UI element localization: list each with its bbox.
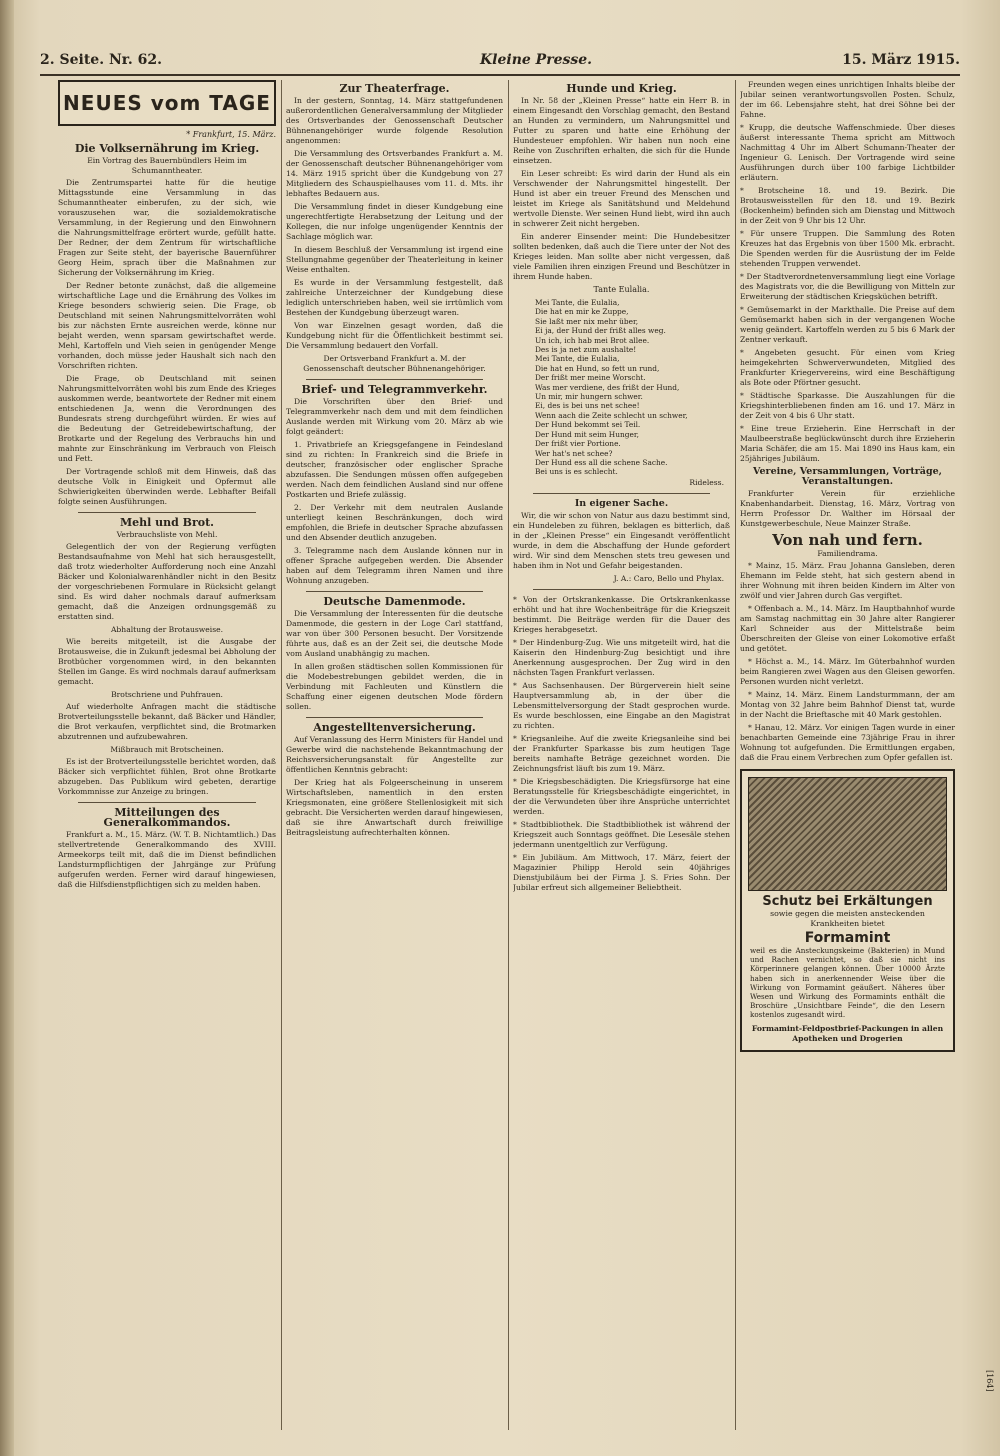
news-item: * Der Stadtverordnetenversammlung liegt eine Vorlage des Magistrats vor, die die Bewilligung von Mitteln zur Erweiterung der städtischen Kriegsküchen betrifft. [740, 272, 955, 301]
article-paragraph: Frankfurter Verein für erziehliche Knabenhandarbeit. Dienstag, 16. März, Vortrag von Herrn Professor Dr. Walther im Hörsaal der Kunstgewerbeschule, Neue Mainzer Straße. [740, 489, 955, 528]
section-logo: NEUES vom TAGE [58, 80, 276, 126]
issue-date: 15. März 1915. [842, 52, 960, 68]
article-heading: Die Volksernährung im Krieg. [74, 142, 260, 155]
article-paragraph: * Mainz, 14. März. Einem Landsturmmann, der am Montag von 32 Jahre beim Bahnhof Dienst tat, wurde in der Nacht die Brieftasche mit 40 Mark gestohlen. [740, 690, 955, 719]
article-heading: Mitteilungen des Generalkommandos. [103, 806, 231, 829]
article-paragraph: Ein anderer Einsender meint: Die Hundebesitzer sollten bedenken, daß auch die Tiere unter der Not des Krieges leiden. Man sollte aber nicht vergessen, daß viele Familien ihren einzigen Freund und Beschützer in ihrem Hunde haben. [513, 232, 730, 281]
header-rule [40, 74, 960, 76]
article-heading: Brief- und Telegrammverkehr. [301, 383, 488, 396]
article-paragraph: Es ist der Brotverteilungsstelle berichtet worden, daß Bäcker sich verpflichtet fühlen, Brot ohne Brotkarte abzugeben. Das Publikum wird gebeten, derartige Vorkommnisse zur Anzeige zu bringen. [58, 757, 276, 796]
article-paragraph: In der gestern, Sonntag, 14. März stattgefundenen außerordentlichen Generalversammlung der Mitglieder des Ortsverbandes der Genossenschaft Deutscher Bühnenangehöriger wurde folgende Resolution angenommen: [286, 96, 503, 145]
advertisement-illustration [748, 777, 947, 891]
article-paragraph: In diesem Beschluß der Versammlung ist irgend eine Stellungnahme gegenüber der Theaterleitung in keiner Weise enthalten. [286, 245, 503, 274]
article-paragraph: Die Frage, ob Deutschland mit seinen Nahrungsmittelvorräten wohl bis zum Ende des Krieges auskommen werde, beantwortete der Redner mit einem entschiedenen Ja, wenn die Verordnungen des Bundesrats streng durchgeführt würden. Er wies auf die Bedeutung der Getreidebewirtschaftung, der Brotkarte und der Regelung des Verbrauchs hin und mahnte zur Einschränkung im Verbrauch von Fleisch und Fett. [58, 374, 276, 463]
article-paragraph: * Höchst a. M., 14. März. Im Güterbahnhof wurden beim Rangieren zwei Wagen aus den Gleisen geworfen. Personen wurden nicht verletzt. [740, 657, 955, 686]
article-subheading: Ein Vortrag des Bauernbündlers Heim im Schumanntheater. [87, 156, 247, 175]
article-paragraph: Gelegentlich der von der Regierung verfügten Bestandsaufnahme von Mehl hat sich herausgestellt, daß trotz wiederholter Aufforderung noch eine Anzahl Bäcker und Kolonialwarenhändler nicht in den Besitz der vorgeschriebenen Formulare in Rücksicht gelangt sind. Es wird daher nochmals darauf aufmerksam gemacht, daß die Anzeigen ordnungsgemäß zu erstatten sind. [58, 542, 276, 621]
news-item: * Von der Ortskrankenkasse. Die Ortskrankenkasse erhöht und hat ihre Wochenbeiträge für die Kriegszeit bestimmt. Die Beiträge werden für die Dauer des Krieges herabgesetzt. [513, 594, 730, 634]
article-paragraph: Wir, die wir schon von Natur aus dazu bestimmt sind, ein Hundeleben zu führen, beklagen es bitterlich, daß in der „Kleinen Presse“ ein Eingesandt veröffentlicht wurde, in dem die Abschaffung der Hunde gefordert wird. Wir sind dem Menschen stets treu gewesen und haben ihm in Not und Gefahr beigestanden. [513, 510, 730, 570]
article-heading: Angestelltenversicherung. [313, 721, 476, 734]
page-number: 2. Seite. Nr. 62. [40, 52, 162, 68]
section-heading: Von nah und fern. [772, 531, 923, 549]
article-heading: Vereine, Versammlungen, Vorträge, Veranstaltungen. [753, 466, 942, 487]
news-item: * Krupp, die deutsche Waffenschmiede. Über dieses äußerst interessante Thema spricht am Mittwoch Nachmittag 4 Uhr im Albert Schumann-Theater der Ingenieur G. Lenisch. Der Vortragende wird seine Ausführungen durch über 100 farbige Lichtbilder erläutern. [740, 123, 955, 182]
article-paragraph: Die Versammlung der Interessenten für die deutsche Damenmode, die gestern in der Loge Carl stattfand, war von über 300 Personen besucht. Der Vorsitzende führte aus, daß es an der Zeit sei, die deutsche Mode vom Ausland unabhängig zu machen. [286, 609, 503, 658]
article-paragraph: Der Vortragende schloß mit dem Hinweis, daß das deutsche Volk in Einigkeit und Opfermut alle Schwierigkeiten überwinden werde. Lebhafter Beifall folgte seinen Ausführungen. [58, 467, 276, 506]
article-paragraph: Die Versammlung des Ortsverbandes Frankfurt a. M. der Genossenschaft deutscher Bühnenangehöriger vom 14. März 1915 spricht über die Kundgebung von 27 Mitgliedern des Schauspielhauses vom 11. d. Mts. ihr lebhaftes Bedauern aus. [286, 149, 503, 198]
article-subheading: Brotschriene und Puhfrauen. [111, 690, 223, 699]
article-paragraph: Wie bereits mitgeteilt, ist die Ausgabe der Brotausweise, die in Zukunft jedesmal bei Abholung der Brotbücher vorgenommen wird, in den bekannten Stellen im Gange. Es wird nochmals darauf aufmerksam gemacht. [58, 637, 276, 686]
article-heading: Deutsche Damenmode. [323, 595, 466, 608]
article-subheading: Mißbrauch mit Brotscheinen. [110, 745, 224, 754]
article-paragraph: 2. Der Verkehr mit dem neutralen Auslande unterliegt keinen Beschränkungen, doch wird empfohlen, die Briefe in deutscher Sprache abzufassen und den Absender deutlich anzugeben. [286, 503, 503, 542]
news-item: * Gemüsemarkt in der Markthalle. Die Preise auf dem Gemüsemarkt haben sich in der vergangenen Woche wenig geändert. Kartoffeln werden zu 5 bis 6 Mark der Zentner verkauft. [740, 305, 955, 344]
binding-edge [0, 0, 14, 1456]
news-item: * Eine treue Erzieherin. Eine Herrschaft in der Maulbeerstraße beglückwünscht durch ihre Erzieherin Maria Schäfer, die am 15. Mai 1890 ins Haus kam, ein 25jähriges Jubiläum. [740, 424, 955, 463]
article-heading: Mehl und Brot. [119, 516, 215, 529]
article-separator [533, 493, 710, 494]
column-divider [735, 80, 736, 1430]
article-separator [78, 802, 256, 803]
poem-text: Mei Tante, die Eulalia, Die hat en mir ke Zuppe, Sie laßt mer nix mehr über, Ei ja, der Hund der frißt alles weg. Un ich, ich hab mei Brot allee. Des is ja net zum aushalte! Mei Tante, die Eulalia, Die hat en Hund, so fett un rund, Der frißt mer meine Worscht. Was mer verdiene, des frißt der Hund, Un mir, mir hungern schwer. Ei, des is bei uns net schee! Wenn aach die Zeite schlecht un schwer, Der Hund bekommt sei Teil. Der Hund mit seim Hunger, Der frißt vier Portione. Wer hat's net schee? Der Hund ess all die schene Sache. Bei uns is es schlecht. [535, 298, 688, 477]
news-item: * Aus Sachsenhausen. Der Bürgerverein hielt seine Hauptversammlung ab, in der über die Lebensmittelversorgung der Stadt gesprochen wurde. Es wurde beschlossen, eine Eingabe an den Magistrat zu richten. [513, 680, 730, 730]
poem-title: Tante Eulalia. [593, 285, 650, 294]
news-item: * Brotscheine 18. und 19. Bezirk. Die Brotausweisstellen für den 18. und 19. Bezirk (Bockenheim) befinden sich am Dienstag und Mittwoch in der Zeit von 9 Uhr bis 12 Uhr. [740, 186, 955, 225]
article-paragraph: * Hanau, 12. März. Vor einigen Tagen wurde in einer benachbarten Gemeinde eine 73jährige Frau in ihrer Wohnung tot aufgefunden. Die Ermittlungen ergaben, daß die Frau einem Verbrechen zum Opfer gefallen ist. [740, 723, 955, 762]
ad-body: weil es die Ansteckungskeime (Bakterien) in Mund und Rachen vernichtet, so daß sie nicht ins Körperinnere gelangen können. Über 10000 Ärzte haben sich in anerkennender Weise über die Wirkung von Formamint geäußert. Näheres über Wesen und Wirkung des Formamints enthält die Broschüre „Unsichtbare Feinde“, die den Lesern kostenlos zugesandt wird. [750, 946, 945, 1020]
ad-subtitle: sowie gegen die meisten ansteckenden Krankheiten bietet [770, 909, 925, 928]
news-item: * Für unsere Truppen. Die Sammlung des Roten Kreuzes hat das Ergebnis von über 1500 Mk. erbracht. Die Spenden werden für die Ausrüstung der im Felde stehenden Truppen verwendet. [740, 229, 955, 268]
column-1 [58, 80, 276, 1430]
article-paragraph: Freunden wegen eines unrichtigen Inhalts bleibe der Jubilar seinen verantwortungsvollen Posten. Schulz, der im 66. Lebensjahre steht, hat drei Söhne bei der Fahne. [740, 80, 955, 119]
dateline: * Frankfurt, 15. März. [186, 130, 276, 139]
article-separator [306, 717, 483, 718]
article-separator [306, 379, 483, 380]
article-paragraph: Die Versammlung findet in dieser Kundgebung eine ungerechtfertigte Herabsetzung der Leitung und der Kollegen, die nur infolge ungenügender Kenntnis der Sachlage möglich war. [286, 202, 503, 241]
article-separator [306, 591, 483, 592]
page-header [40, 52, 960, 72]
article-heading: Hunde und Krieg. [566, 82, 677, 95]
article-paragraph: Die Vorschriften über den Brief- und Telegrammverkehr nach dem und mit dem feindlichen Auslande werden mit Wirkung vom 20. März ab wie folgt geändert: [286, 397, 503, 436]
article-paragraph: Frankfurt a. M., 15. März. (W. T. B. Nichtamtlich.) Das stellvertretende Generalkommando des XVIII. Armeekorps teilt mit, daß die im Dienst befindlichen Landsturmpflichtigen der Jahrgänge zur Prüfung aufgerufen werden. Ferner wird darauf hingewiesen, daß die Hilfsdienstpflichtigen sich zu melden haben. [58, 830, 276, 889]
article-heading: In eigener Sache. [574, 497, 669, 509]
news-item: * Städtische Sparkasse. Die Auszahlungen für die Kriegshinterbliebenen finden am 16. und 17. März in der Zeit von 4 bis 6 Uhr statt. [740, 391, 955, 420]
ad-footer: Formamint-Feldpostbrief-Packungen in allen Apotheken und Drogerien [751, 1023, 944, 1043]
news-item: * Die Kriegsbeschädigten. Die Kriegsfürsorge hat eine Beratungsstelle für Kriegsbeschädigte eingerichtet, in der die Verwundeten über ihre Ansprüche unterrichtet werden. [513, 776, 730, 816]
article-paragraph: * Mainz, 15. März. Frau Johanna Gansleben, deren Ehemann im Felde steht, hat sich gestern abend in ihrer Wohnung mit ihren beiden Kindern im Alter von zwölf und vier Jahren durch Gas vergiftet. [740, 561, 955, 600]
column-3 [513, 80, 730, 1430]
column-2 [286, 80, 503, 1430]
article-subheading: Verbrauchsliste von Mehl. [116, 530, 218, 539]
article-paragraph: Ein Leser schreibt: Es wird darin der Hund als ein Verschwender der Nahrungsmittel hingestellt. Der Hund ist aber ein treuer Freund des Menschen und leistet im Kriege als Sanitätshund und Meldehund wertvolle Dienste. Wer seinen Hund liebt, wird ihn auch in schwerer Zeit nicht hergeben. [513, 169, 730, 228]
article-paragraph: Auf Veranlassung des Herrn Ministers für Handel und Gewerbe wird die nachstehende Bekanntmachung der Reichsversicherungsanstalt für Angestellte zur öffentlichen Kenntnis gebracht: [286, 735, 503, 774]
article-paragraph: * Offenbach a. M., 14. März. Im Hauptbahnhof wurde am Samstag nachmittag ein 30 Jahre alter Rangierer Karl Schneider aus der Mittelstraße beim Überschreiten der Gleise von einer Lokomotive erfaßt und getötet. [740, 604, 955, 653]
article-paragraph: Es wurde in der Versammlung festgestellt, daß zahlreiche Unterzeichner der Kundgebung diese lediglich unterschrieben haben, weil sie irrtümlich vom Bestehen der Kundgebung überzeugt waren. [286, 278, 503, 317]
article-paragraph: Von war Einzelnen gesagt worden, daß die Kundgebung nicht für die Öffentlichkeit bestimmt sei. Die Versammlung bedauert den Vorfall. [286, 321, 503, 350]
article-signature: J. A.: Caro, Bello und Phylax. [613, 573, 724, 583]
article-paragraph: Die Zentrumspartei hatte für die heutige Mittagsstunde eine Versammlung in das Schumanntheater einberufen, zu der sich, wie vorauszusehen war, die sozialdemokratische Versammlung, in der Regierung und den Einwohnern die Nahrungsmittelfrage erörtert wurde, gefüllt hatte. Der Redner, der dem Zentrum für wirtschaftliche Fragen zur Seite steht, der bayerische Bauernführer Georg Heim, sprach über die Maßnahmen zur Sicherung der Volksernährung im Krieg. [58, 178, 276, 277]
news-item: * Ein Jubiläum. Am Mittwoch, 17. März, feiert der Magazinier Philipp Herold sein 40jähriges Dienstjubiläum bei der Firma J. S. Fries Sohn. Der Jubilar erfreut sich allgemeiner Beliebtheit. [513, 852, 730, 892]
article-paragraph: 1. Privatbriefe an Kriegsgefangene in Feindesland sind zu richten: In Frankreich sind die Briefe in deutscher, französischer oder englischer Sprache abzufassen. Die Sendungen müssen offen aufgegeben werden. Nach dem feindlichen Ausland sind nur offene Postkarten und Briefe zulässig. [286, 440, 503, 499]
article-signature: Der Ortsverband Frankfurt a. M. der Genossenschaft deutscher Bühnenangehöriger. [303, 354, 486, 373]
article-paragraph: Der Krieg hat als Folgeerscheinung in unserem Wirtschaftsleben, namentlich in den ersten Kriegsmonaten, eine größere Stellenlosigkeit mit sich gebracht. Die Versicherten werden darauf hingewiesen, daß sie ihre Anwartschaft durch freiwillige Beitragsleistung aufrechterhalten können. [286, 778, 503, 837]
article-separator [78, 512, 256, 513]
formamint-advertisement [740, 769, 955, 1052]
news-item: * Kriegsanleihe. Auf die zweite Kriegsanleihe sind bei der Frankfurter Sparkasse bis zum heutigen Tage bereits namhafte Beträge gezeichnet worden. Die Zeichnungsfrist läuft bis zum 19. März. [513, 733, 730, 773]
archive-stamp: [164] [985, 1370, 994, 1392]
article-subheading: Familiendrama. [817, 549, 878, 558]
article-signature: Rideless. [689, 477, 724, 487]
article-paragraph: Auf wiederholte Anfragen macht die städtische Brotverteilungsstelle bekannt, daß Bäcker und Händler, die Brot verkaufen, verpflichtet sind, die Brotmarken abzutrennen und aufzubewahren. [58, 702, 276, 741]
article-separator [533, 589, 710, 590]
news-item: * Stadtbibliothek. Die Stadtbibliothek ist während der Kriegszeit auch Sonntags geöffnet. Die Lesesäle stehen jedermann unentgeltlich zur Verfügung. [513, 819, 730, 849]
article-heading: Zur Theaterfrage. [339, 82, 450, 95]
article-subheading: Abhaltung der Brotausweise. [110, 625, 224, 634]
article-paragraph: In Nr. 58 der „Kleinen Presse“ hatte ein Herr B. in einem Eingesandt den Vorschlag gemacht, den Bestand an Hunden zu vermindern, um Nahrungsmittel und Futter zu sparen und hatte eine Erhöhung der Hundesteuer empfohlen. Wir haben nun noch eine Reihe von Zuschriften erhalten, die sich für die Hunde einsetzen. [513, 96, 730, 165]
newspaper-title: Kleine Presse. [480, 52, 593, 68]
news-item: * Der Hindenburg-Zug. Wie uns mitgeteilt wird, hat die Kaiserin den Hindenburg-Zug besichtigt und ihre Anerkennung ausgesprochen. Der Zug wird in den nächsten Tagen Frankfurt verlassen. [513, 637, 730, 677]
ad-title: Schutz bei Erkältungen [762, 894, 933, 909]
ad-brand: Formamint [804, 930, 891, 946]
news-item: * Angebeten gesucht. Für einen vom Krieg heimgekehrten Schwerverwundeten, Mitglied des Frankfurter Kriegervereins, wird eine Beschäftigung als Bote oder Pförtner gesucht. [740, 348, 955, 387]
article-paragraph: Der Redner betonte zunächst, daß die allgemeine wirtschaftliche Lage und die Ernährung des Volkes im Kriege besonders schwierig seien. Die Frage, ob Deutschland mit seinen Nahrungsmittelvorräten wohl bis zur nächsten Ernte ausreichen werde, könne nur bejaht werden, wenn sparsam gewirtschaftet werde. Mehl, Kartoffeln und Vieh seien in genügender Menge vorhanden, doch müsse jeder Haushalt sich nach den Vorschriften richten. [58, 281, 276, 370]
column-4 [740, 80, 955, 1430]
article-paragraph: In allen großen städtischen sollen Kommissionen für die Modebestrebungen gebildet werden, die in Verbindung mit Fachleuten und Künstlern die Schaffung einer eigenen deutschen Mode fördern sollen. [286, 662, 503, 711]
column-divider [508, 80, 509, 1430]
article-paragraph: 3. Telegramme nach dem Auslande können nur in offener Sprache aufgegeben werden. Die Absender haben auf dem Telegramm ihren Namen und ihre Wohnung anzugeben. [286, 546, 503, 585]
column-divider [281, 80, 282, 1430]
